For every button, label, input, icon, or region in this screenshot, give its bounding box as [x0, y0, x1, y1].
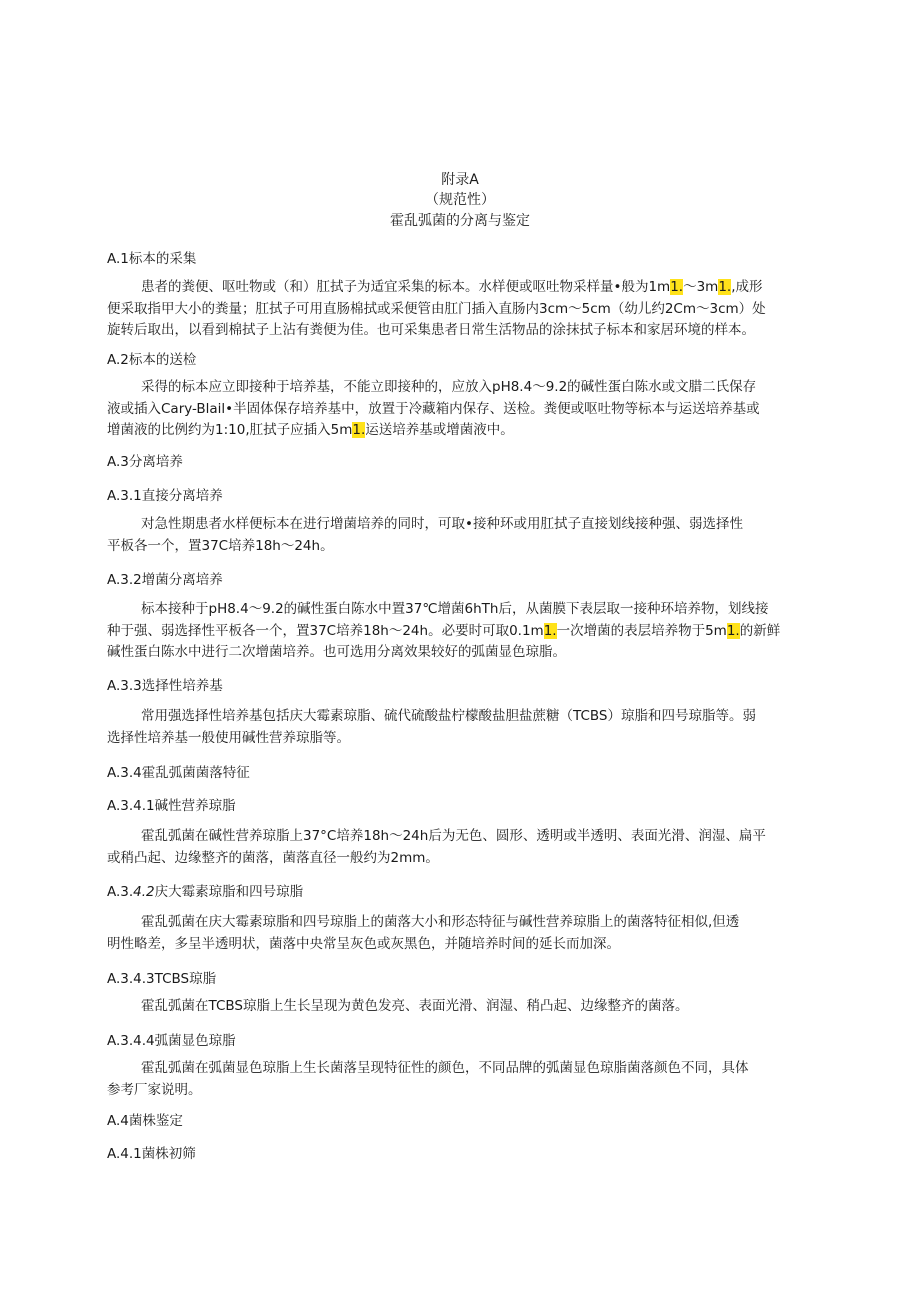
paragraph-line: 常用强选择性培养基包括庆大霉素琼脂、硫代硫酸盐柠檬酸盐胆盐蔗糖（TCBS）琼脂和四号琼脂等。弱: [141, 708, 756, 724]
highlight-mark: 1.: [726, 622, 740, 639]
paragraph-a2: [107, 377, 842, 442]
paragraph-a344: [107, 1058, 842, 1101]
heading-a341: A.3.4.1碱性营养琼脂: [107, 798, 236, 814]
paragraph-a31: [107, 514, 842, 557]
highlight-mark: 1.: [718, 279, 732, 295]
text-run: 的新鲜: [739, 622, 781, 639]
paragraph-a342: [107, 912, 842, 955]
text-run: A.3.: [107, 884, 134, 900]
paragraph-line: 明性略差，多呈半透明状，菌落中央常呈灰色或灰黑色，并随培养时间的延长而加深。: [107, 935, 620, 952]
text-run: ,成形: [731, 279, 763, 295]
text-run: 运送培养基或增菌液中。: [365, 422, 514, 438]
heading-a343: A.3.4.3TCBS琼脂: [107, 971, 217, 987]
appendix-title: 附录A: [441, 172, 479, 188]
paragraph-line: 平板各一个，置37C培养18h～24h。: [107, 537, 334, 554]
paragraph-line: 霍乱弧菌在庆大霉素琼脂和四号琼脂上的菌落大小和形态特征与碱性营养琼脂上的菌落特征相似,但透: [141, 914, 740, 930]
heading-a342: [107, 882, 303, 902]
paragraph-line: 碱性蛋白陈水中进行二次增菌培养。也可选用分离效果较好的弧菌显色琼脂。: [107, 644, 566, 660]
text-run: 种于强、弱选择性平板各一个，置37C培养18h～24h。必要时可取0.1m: [107, 622, 544, 639]
text-run: 患者的粪便、呕吐物或（和）肛拭子为适宜采集的标本。水样便或呕吐物采样量•般为1m: [141, 279, 671, 295]
paragraph-line: [107, 277, 842, 299]
heading-a32: A.3.2增菌分离培养: [107, 572, 223, 588]
paragraph-line: 采得的标本应立即接种于培养基，不能立即接种的，应放入pH8.4～9.2的碱性蛋白陈水或文腊二氏保存: [141, 379, 757, 395]
heading-a344: A.3.4.4弧菌显色琼脂: [107, 1033, 236, 1049]
text-run: ～3m: [683, 279, 719, 295]
highlight-mark: 1.: [670, 279, 684, 295]
heading-a33: A.3.3选择性培养基: [107, 678, 223, 694]
text-run: 4.2: [133, 884, 155, 900]
paragraph-line: 选择性培养基一般使用碱性营养琼脂等。: [107, 729, 350, 746]
paragraph-line: 或稍凸起、边缘整齐的菌落，菌落直径一般约为2mm。: [107, 849, 439, 866]
paragraph-a33: [107, 706, 842, 749]
highlight-mark: 1.: [543, 622, 557, 639]
paragraph-line: 便采取指甲大小的粪量；肛拭子可用直肠棉拭或采便管由肛门插入直肠内3cm～5cm（幼儿约2Cm～3cm）处: [107, 300, 766, 317]
paragraph-line: 旋转后取出，以看到棉拭子上沾有粪便为佳。也可采集患者日常生活物品的涂抹拭子标本和家居环境的样本。: [107, 322, 755, 338]
text-run: 增菌液的比例约为1:10,肛拭子应插入5m: [107, 422, 353, 438]
paragraph-line: [107, 420, 842, 442]
appendix-type: （规范性）: [425, 192, 495, 208]
paragraph-line: [107, 621, 842, 643]
heading-a2: A.2标本的送检: [107, 352, 197, 368]
heading-a3: A.3分离培养: [107, 454, 183, 470]
paragraph-line: 对急性期患者水样便标本在进行增菌培养的同时，可取•接种环或用肛拭子直接划线接种强、弱选择性: [141, 516, 743, 532]
paragraph-line: 液或插入Cary-Blail•半固体保存培养基中，放置于冷藏箱内保存、送检。粪便或呕吐物等标本与运送培养基或: [107, 400, 760, 417]
paragraph-line: 霍乱弧菌在弧菌显色琼脂上生长菌落呈现特征性的颜色，不同品牌的弧菌显色琼脂菌落颜色不同，具体: [141, 1060, 749, 1076]
text-run: 庆大霉素琼脂和四号琼脂: [154, 884, 304, 900]
paragraph-line: 霍乱弧菌在碱性营养琼脂上37°C培养18h～24h后为无色、圆形、透明或半透明、表面光滑、润湿、扁平: [141, 828, 766, 844]
heading-a4: A.4菌株鉴定: [107, 1113, 183, 1129]
heading-a41: A.4.1菌株初筛: [107, 1146, 196, 1162]
paragraph-a32: [107, 599, 842, 664]
heading-a34: A.3.4霍乱弧菌菌落特征: [107, 765, 250, 781]
heading-a1: A.1标本的采集: [107, 251, 197, 267]
appendix-subtitle: 霍乱弧菌的分离与鉴定: [390, 213, 530, 229]
highlight-mark: 1.: [352, 422, 366, 438]
heading-a31: A.3.1直接分离培养: [107, 488, 223, 504]
paragraph-line: 霍乱弧菌在TCBS琼脂上生长呈现为黄色发亮、表面光滑、润湿、稍凸起、边缘整齐的菌落。: [141, 998, 689, 1014]
paragraph-line: 参考厂家说明。: [107, 1081, 202, 1098]
text-run: 一次增菌的表层培养物于5m: [556, 622, 727, 639]
paragraph-a341: [107, 826, 842, 869]
paragraph-a343: [107, 996, 842, 1018]
paragraph-line: 标本接种于pH8.4～9.2的碱性蛋白陈水中置37℃增菌6hTh后，从菌膜下表层取一接种环培养物，划线接: [141, 601, 769, 617]
paragraph-a1: [107, 277, 842, 342]
